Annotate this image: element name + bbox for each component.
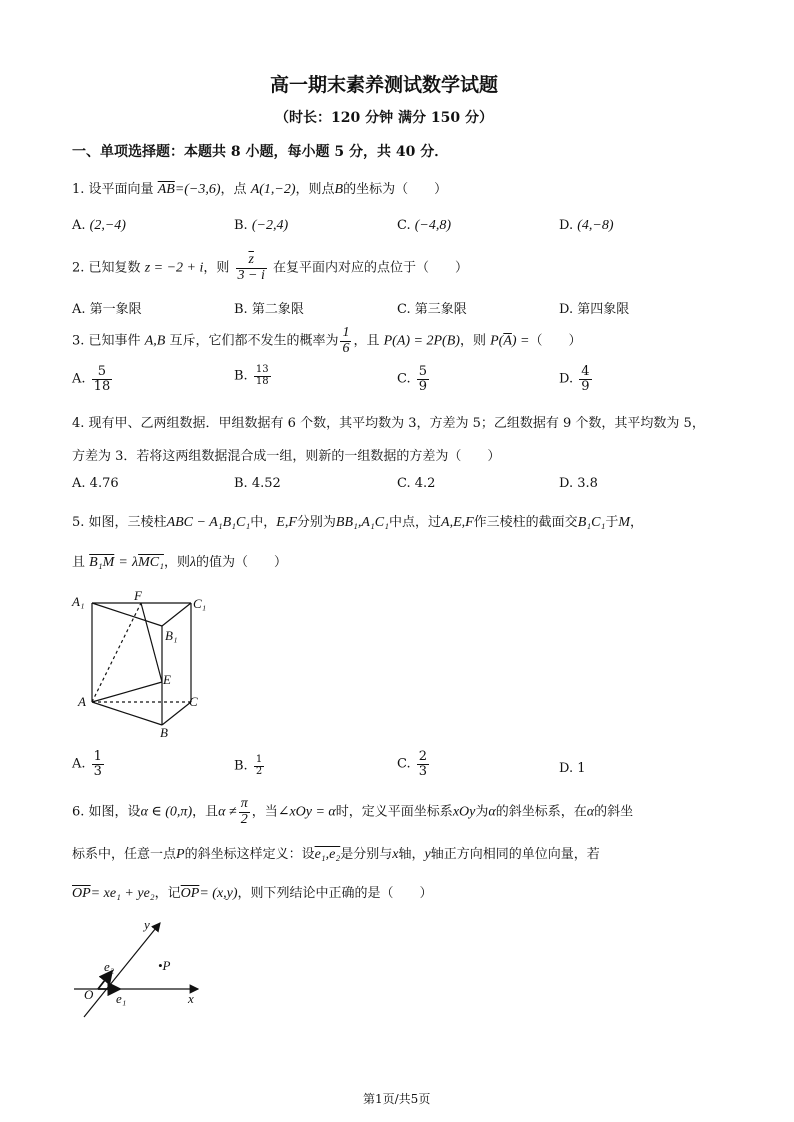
label-b1: B₁ <box>165 628 178 643</box>
question-5-line2: 且 B₁M = λMC₁，则λ的值为（ ） <box>72 555 288 570</box>
q4-option-c: C. 4.2 <box>397 476 436 491</box>
page-subtitle: （时长：120 分钟 满分 150 分） <box>275 110 493 126</box>
prism-figure <box>70 588 210 738</box>
question-6-line3: $\overline{OP}= xe_1 + ye_2$，记$\overline{OP}= (x,y)$，则下列结论中正确的是（ ） <box>72 886 433 901</box>
edge-b1c1 <box>162 603 191 626</box>
label-b: B <box>160 725 168 738</box>
q3-option-b: B. $\frac{13}{18}$ <box>234 364 269 387</box>
q5-option-c: C. $\frac{2}{3}$ <box>397 749 428 779</box>
q5-option-b: B. $\frac{1}{2}$ <box>234 754 263 777</box>
q2-fraction: $\frac{\overline{z}}{3 - i}$ <box>237 252 265 283</box>
label-e2: e₂ <box>104 959 115 974</box>
oblique-axes-figure <box>70 915 210 1020</box>
q4-option-a: A. 4.76 <box>72 476 119 491</box>
label-c: C <box>189 694 198 709</box>
question-3: 3. 已知事件 A,B 互斥，它们都不发生的概率为 $\frac{1}{6}$ ，且 P(A) = 2P(B)，则 $P(\overline{A})$ =（ ） <box>72 325 582 356</box>
label-f: F <box>134 588 142 603</box>
section-af <box>92 603 141 702</box>
q4-option-b: B. 4.52 <box>234 476 281 491</box>
label-c1: C₁ <box>193 596 207 611</box>
question-4-line2: 方差为 3．若将这两组数据混合成一组，则新的一组数据的方差为（ ） <box>72 449 501 464</box>
question-2: 2. 已知复数 z = −2 + i，则 $\frac{\overline{z}}{3 - i}$ 在复平面内对应的点位于（ ） <box>72 252 469 283</box>
label-y: y <box>144 917 150 932</box>
q3-option-a: A. $\frac{5}{18}$ <box>72 364 111 394</box>
label-p: •P <box>158 958 171 973</box>
q2-option-c: C. 第三象限 <box>397 302 467 317</box>
q1-option-b: B. (−2,4) <box>234 218 289 233</box>
q3-fraction: $\frac{1}{6}$ <box>342 325 350 356</box>
q3-option-d: D. $\frac{4}{9}$ <box>559 364 590 394</box>
question-6-line1: 6. 如图，设α ∈ (0,π)，且α ≠ $\frac{\pi}{2}$ ，当∠xOy = α时，定义平面坐标系xOy为α的斜坐标系，在α的斜坐 <box>72 796 634 827</box>
edge-a1b1 <box>92 603 162 626</box>
q5-option-a: A. $\frac{1}{3}$ <box>72 749 102 779</box>
page-title: 高一期末素养测试数学试题 <box>270 74 499 96</box>
label-a1: A₁ <box>72 594 85 609</box>
question-4-line1: 4. 现有甲、乙两组数据．甲组数据有 6 个数，其平均数为 3，方差为 5；乙组数据有 9 个数，其平均数为 5， <box>72 416 705 431</box>
q2-option-a: A. 第一象限 <box>72 302 142 317</box>
edge-ab <box>92 702 162 725</box>
q5-option-d: D. 1 <box>559 761 586 776</box>
question-1: 1. 设平面向量 $\overline{AB}=(-3,6)$，点 A(1,−2)，则点B的坐标为（ ） <box>72 182 448 197</box>
section-fe <box>141 603 162 682</box>
label-a: A <box>78 694 86 709</box>
label-x: x <box>188 991 194 1006</box>
section-ae <box>92 682 162 702</box>
question-6-line2: 标系中，任意一点P的斜坐标这样定义：设e₁,e₂是分别与x轴，y轴正方向相同的单位向量，若 <box>72 847 600 862</box>
label-o: O <box>84 987 94 1002</box>
label-e1: e₁ <box>116 991 127 1006</box>
page-number: 第1页/共5页 <box>363 1092 431 1106</box>
q1-option-c: C. (−4,8) <box>397 218 452 233</box>
section-heading: 一、单项选择题：本题共 8 小题，每小题 5 分，共 40 分． <box>72 144 449 160</box>
edge-bc <box>162 702 191 725</box>
q3-option-c: C. $\frac{5}{9}$ <box>397 364 428 394</box>
q2-option-b: B. 第二象限 <box>234 302 304 317</box>
label-e: E <box>163 672 171 687</box>
q1-option-d: D. (4,−8) <box>559 218 614 233</box>
question-5-line1: 5. 如图，三棱柱ABC − A₁B₁C₁中，E,F分别为BB₁,A₁C₁中点，过A,E,F作三棱柱的截面交B₁C₁于M， <box>72 515 644 530</box>
q2-option-d: D. 第四象限 <box>559 302 630 317</box>
q4-option-d: D. 3.8 <box>559 476 598 491</box>
q1-option-a: A. (2,−4) <box>72 218 126 233</box>
